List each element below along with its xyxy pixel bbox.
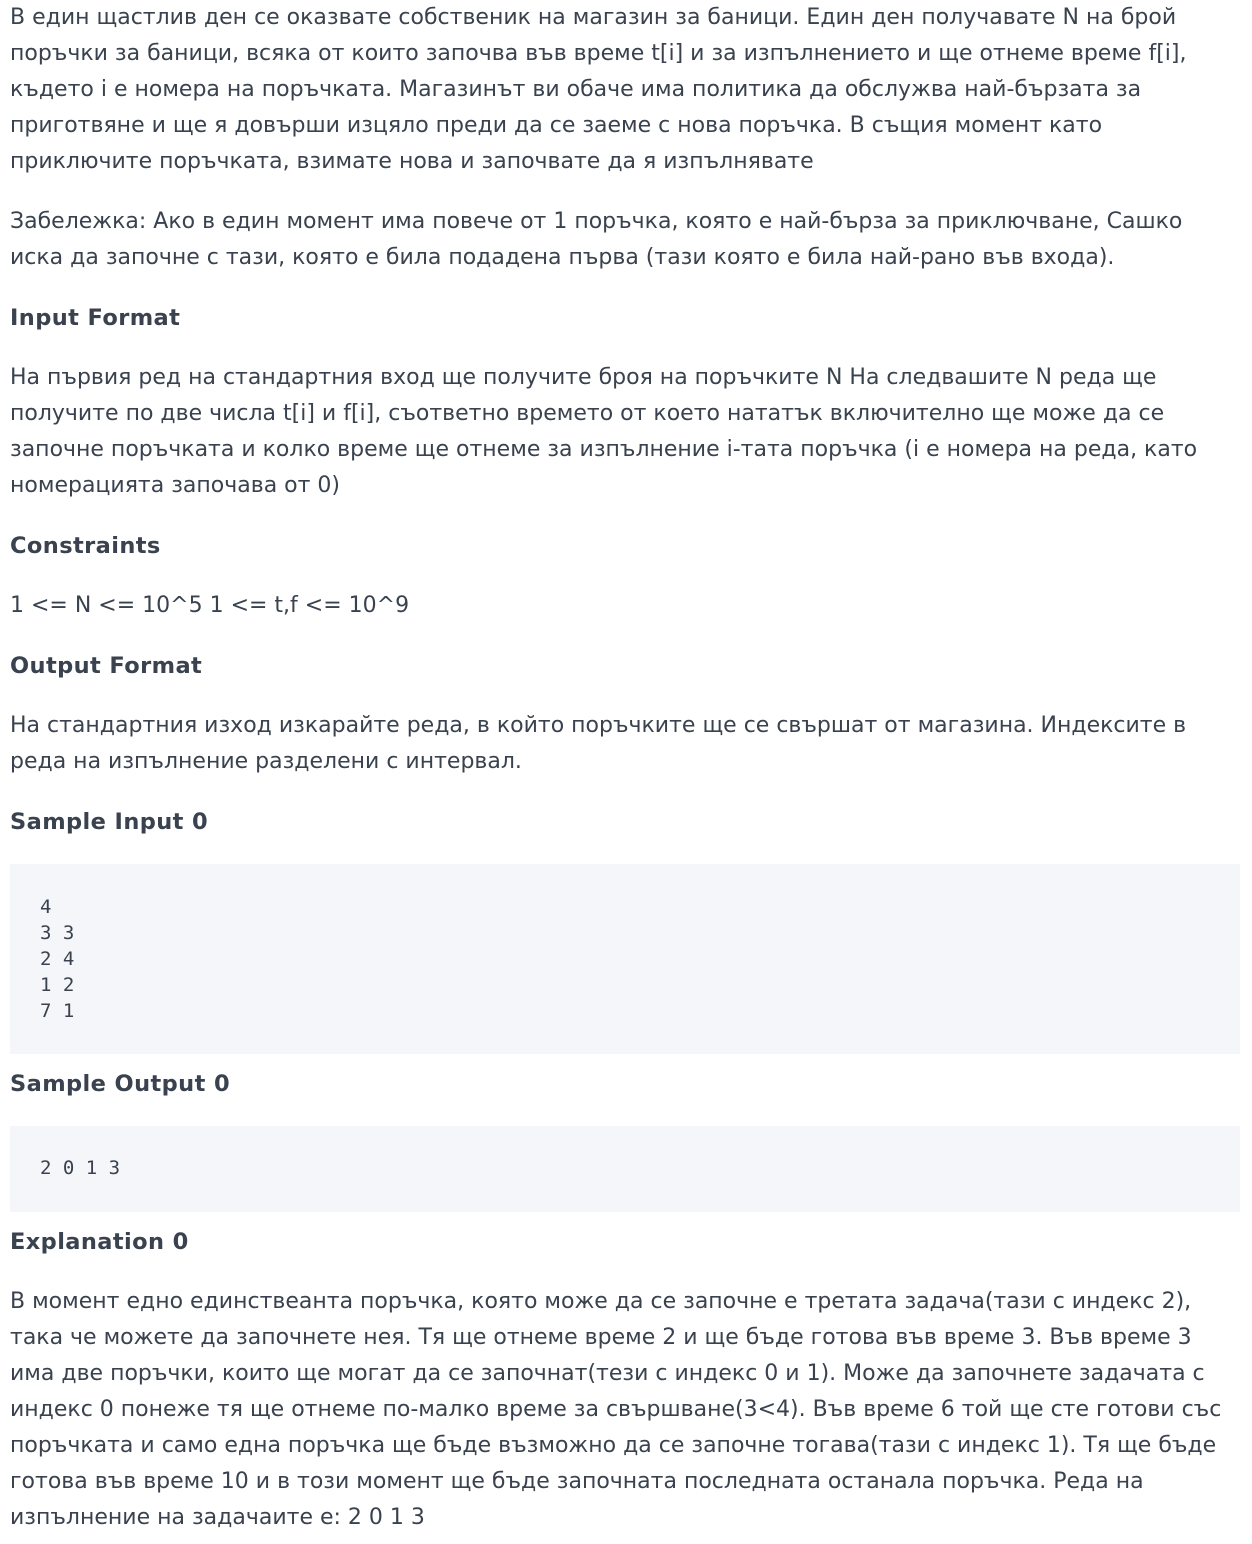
output-format-heading: Output Format	[10, 653, 203, 679]
constraints-heading: Constraints	[10, 533, 161, 559]
output-format-text: На стандартния изход изкарайте реда, в който поръчките ще се свършат от магазина. Индексите в реда на изпълнение разделени с интервал.	[10, 713, 1187, 774]
input-format-text: На първия ред на стандартния вход ще получите броя на поръчките N На следвашите N реда ще получите по две числа t[i] и f[i], съответно времето от което нататък включително ще може да се започне поръчката и колко време ще отнеме за изпълнение i-тата поръчка (i е номера на реда, като номерацията започава от 0)	[10, 365, 1198, 498]
constraints-text: 1 <= N <= 10^5 1 <= t,f <= 10^9	[10, 593, 410, 618]
sample-input-heading: Sample Input 0	[10, 809, 209, 835]
sample-output-heading: Sample Output 0	[10, 1071, 231, 1097]
problem-statement	[10, 0, 1240, 1536]
statement-paragraph: В един щастлив ден се оказвате собственик на магазин за баници. Един ден получавате N на брой поръчки за баници, всяка от които започва във време t[i] и за изпълнението и ще отнеме време f[i], където i е номера на поръчката. Магазинът ви обаче има политика да обслужва най-бързата за приготвяне и ще я довърши изцяло преди да се заеме с нова поръчка. В същия момент като приключите поръчката, взимате нова и започвате да я изпълнявате	[10, 5, 1187, 174]
explanation-text: В момент едно единствеанта поръчка, която може да се започне е третата задача(тази с индекс 2), така че можете да започнете нея. Тя ще отнеме време 2 и ще бъде готова във време 3. Във време 3 има две поръчки, които ще могат да се започнат(тези с индекс 0 и 1). Може да започнете задачата с индекс 0 понеже тя ще отнеме по-малко време за свършване(3<4). Във време 6 той ще сте готови със поръчката и само една поръчка ще бъде възможно да се започне тогава(тази с индекс 1). Тя ще бъде готова във време 10 и в този момент ще бъде започната последната останала поръчка. Реда на изпълнение на задачаите е: 2 0 1 3	[10, 1289, 1222, 1530]
sample-output-code[interactable]: 2 0 1 3	[10, 1126, 1240, 1212]
explanation-heading: Explanation 0	[10, 1229, 189, 1255]
input-format-heading: Input Format	[10, 305, 181, 331]
sample-input-code[interactable]: 4 3 3 2 4 1 2 7 1	[10, 864, 1240, 1054]
note-paragraph: Забележка: Ако в един момент има повече от 1 поръчка, която е най-бърза за приключване, Сашко иска да започне с тази, която е била подадена първа (тази която е била най-рано във входа).	[10, 209, 1183, 270]
